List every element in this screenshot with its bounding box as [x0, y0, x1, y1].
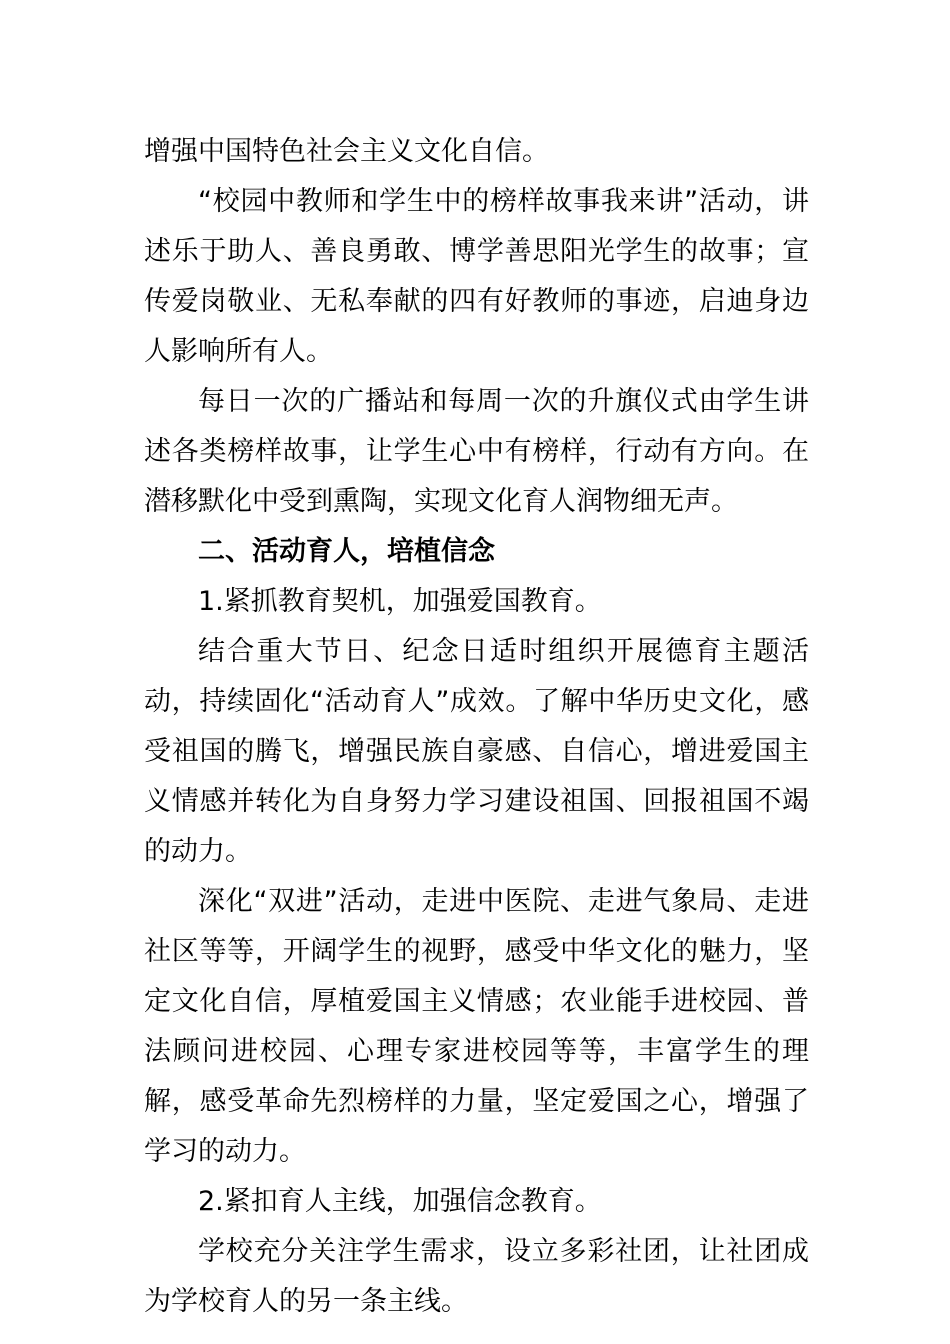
subheading-belief-education: 2.紧扣育人主线，加强信念教育。	[198, 1186, 602, 1217]
paragraph-broadcast-station: 每日一次的广播站和每周一次的升旗仪式由学生讲述各类榜样故事，让学生心中有榜样，行动有方向。在潜移默化中受到熏陶，实现文化育人润物细无声。	[144, 386, 809, 517]
paragraph-clubs: 学校充分关注学生需求，设立多彩社团，让社团成为学校育人的另一条主线。	[144, 1236, 809, 1317]
paragraph-role-model-stories: “校园中教师和学生中的榜样故事我来讲”活动，讲述乐于助人、善良勇敢、博学善思阳光学生的故事；宣传爱岗敬业、无私奉献的四有好教师的事迹，启迪身边人影响所有人。	[144, 186, 809, 367]
section-heading: 二、活动育人，培植信念	[198, 536, 495, 567]
paragraph-continuation: 增强中国特色社会主义文化自信。	[144, 136, 549, 167]
document-body	[144, 127, 809, 1327]
paragraph-festival-activities: 结合重大节日、纪念日适时组织开展德育主题活动，持续固化“活动育人”成效。了解中华历史文化，感受祖国的腾飞，增强民族自豪感、自信心，增进爱国主义情感并转化为自身努力学习建设祖国、回报祖国不竭的动力。	[144, 636, 809, 867]
paragraph-double-entry-activities: 深化“双进”活动，走进中医院、走进气象局、走进社区等等，开阔学生的视野，感受中华文化的魅力，坚定文化自信，厚植爱国主义情感；农业能手进校园、普法顾问进校园、心理专家进校园等等，丰富学生的理解，感受革命先烈榜样的力量，坚定爱国之心，增强了学习的动力。	[144, 886, 809, 1167]
subheading-patriotic-education: 1.紧抓教育契机，加强爱国教育。	[198, 586, 602, 617]
